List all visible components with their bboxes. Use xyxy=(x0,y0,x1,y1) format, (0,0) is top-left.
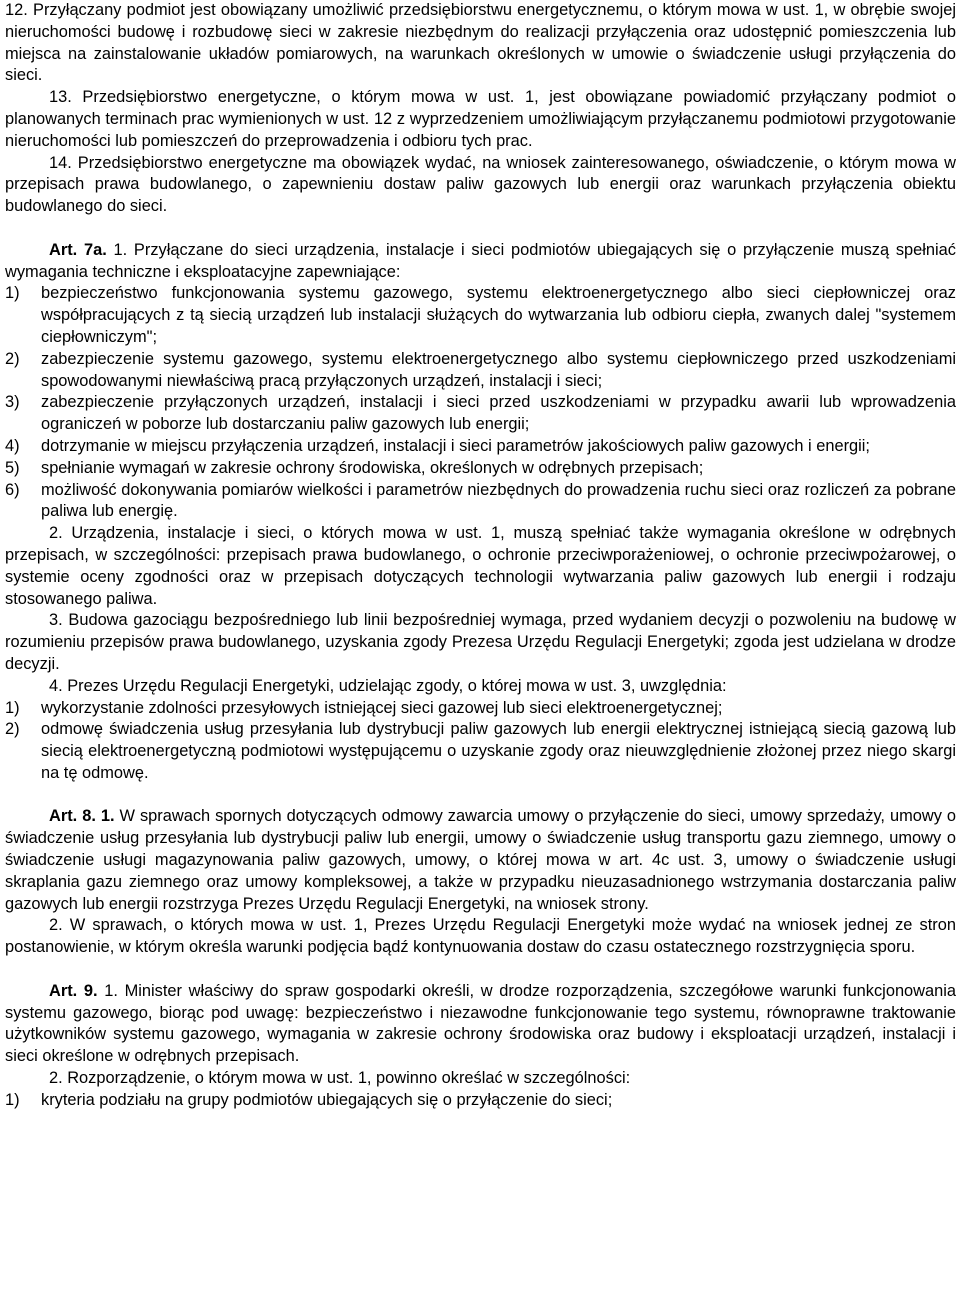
list-item-text: dotrzymanie w miejscu przyłączenia urządzeń, instalacji i sieci parametrów jakościowych paliw gazowych i energii; xyxy=(41,436,870,455)
paragraph-13: 13. Przedsiębiorstwo energetyczne, o którym mowa w ust. 1, jest obowiązane powiadomić przyłączany podmiot o planowanych terminach prac wymienionych w ust. 12 z wyprzedzeniem umożliwiającym przyłączanemu podmiotowi przygotowanie nieruchomości lub pomieszczeń do przeprowadzenia i odbioru tych prac. xyxy=(5,88,956,150)
list-item xyxy=(5,349,956,393)
list-item xyxy=(5,392,956,436)
list-item-text: spełnianie wymagań w zakresie ochrony środowiska, określonych w odrębnych przepisach; xyxy=(41,458,704,477)
list-item-text: wykorzystanie zdolności przesyłowych istniejącej sieci gazowej lub sieci elektroenergetycznej; xyxy=(41,698,723,717)
art-7a-list-2 xyxy=(5,698,956,785)
art-7a-list xyxy=(5,283,956,523)
list-item-text: kryteria podziału na grupy podmiotów ubiegających się o przyłączenie do sieci; xyxy=(41,1090,613,1109)
list-item xyxy=(5,698,956,720)
art-8-paragraph-2: 2. W sprawach, o których mowa w ust. 1, Prezes Urzędu Regulacji Energetyki może wydać na wniosek jednej ze stron postanowienie, w którym określa warunki podjęcia bądź kontynuowania dostaw do czasu ostatecznego rozstrzygnięcia sporu. xyxy=(5,916,956,957)
paragraph-14: 14. Przedsiębiorstwo energetyczne ma obowiązek wydać, na wniosek zainteresowanego, oświadczenie, o którym mowa w przepisach prawa budowlanego, o zapewnieniu dostaw paliw gazowych lub energii oraz warunkach przyłączenia obiektu budowlanego do sieci. xyxy=(5,153,956,216)
list-item-number: 6) xyxy=(5,480,20,499)
list-item-text: bezpieczeństwo funkcjonowania systemu gazowego, systemu elektroenergetycznego albo sieci ciepłowniczej oraz współpracujących z tą siecią urządzeń lub instalacji służących do wytwarzania lub odbioru ciepła, zwanych dalej "systemem ciepłowniczym"; xyxy=(41,284,956,346)
list-item-text: możliwość dokonywania pomiarów wielkości i parametrów niezbędnych do prowadzenia ruchu sieci oraz rozliczeń za pobrane paliwa lub energię. xyxy=(41,480,956,521)
art-9-paragraph-2: 2. Rozporządzenie, o którym mowa w ust. 1, powinno określać w szczególności: xyxy=(49,1069,631,1088)
list-item xyxy=(5,436,956,458)
art-7a-paragraph-4: 4. Prezes Urzędu Regulacji Energetyki, udzielając zgody, o której mowa w ust. 3, uwzględnia: xyxy=(49,676,727,695)
list-item-number: 4) xyxy=(5,436,20,455)
list-item-number: 1) xyxy=(5,284,20,303)
art-8-p1-text: W sprawach spornych dotyczących odmowy zawarcia umowy o przyłączenie do sieci, umowy sprzedaży, umowy o świadczenie usług przesyłania lub dystrybucji paliw lub energii, umowy o świadczenie usług transportu gazu ziemnego, umowy o świadczenie usługi magazynowania paliw gazowych, umowy, o której mowa w art. 4c ust. 3, umowy o świadczenie usługi skraplania gazu ziemnego oraz umowy kompleksowej, a także w przypadku nieuzasadnionego wstrzymania dostarczania paliw gazowych lub energii rozstrzyga Prezes Urzędu Regulacji Energetyki, na wniosek strony. xyxy=(5,807,956,913)
list-item-number: 2) xyxy=(5,720,20,739)
art-7a-p1-text: 1. Przyłączane do sieci urządzenia, instalacje i sieci podmiotów ubiegających się o przyłączenie muszą spełniać wymagania techniczne i eksploatacyjne zapewniające: xyxy=(5,240,956,281)
art-7a-paragraph-3: 3. Budowa gazociągu bezpośredniego lub linii bezpośredniej wymaga, przed wydaniem decyzji o pozwoleniu na budowę w rozumieniu przepisów prawa budowlanego, uzyskania zgody Prezesa Urzędu Regulacji Energetyki; zgoda jest udzielana w drodze decyzji. xyxy=(5,611,956,673)
list-item xyxy=(5,283,956,348)
list-item xyxy=(5,458,956,480)
art-7a-paragraph-2: 2. Urządzenia, instalacje i sieci, o których mowa w ust. 1, muszą spełniać także wymagania określone w odrębnych przepisach, w szczególności: przepisach prawa budowlanego, o ochronie przeciwporażeniowej, o ochronie przeciwpożarowej, o systemie oceny zgodności oraz w przepisach dotyczących technologii wytwarzania paliw gazowych lub energii i rodzaju stosowanego paliwa. xyxy=(5,524,956,608)
art-7a-heading: Art. 7a. xyxy=(49,240,107,259)
list-item-number: 5) xyxy=(5,458,20,477)
art-8-paragraph-1 xyxy=(5,806,956,915)
art-8-heading: Art. 8. xyxy=(49,807,96,826)
art-8-num: 1. xyxy=(100,807,115,826)
list-item xyxy=(5,480,956,524)
art-9-list xyxy=(5,1090,956,1112)
list-item-number: 1) xyxy=(5,698,20,717)
list-item-text: zabezpieczenie systemu gazowego, systemu elektroenergetycznego albo systemu ciepłowniczego przed uszkodzeniami spowodowanymi niewłaściwą pracą przyłączonych urządzeń, instalacji i sieci; xyxy=(41,349,956,390)
art-9-heading: Art. 9. xyxy=(49,981,98,1000)
list-item-number: 2) xyxy=(5,349,20,368)
list-item-number: 3) xyxy=(5,393,20,412)
list-item-number: 1) xyxy=(5,1090,20,1109)
art-9-p1-text: 1. Minister właściwy do spraw gospodarki określi, w drodze rozporządzenia, szczegółowe warunki funkcjonowania systemu gazowego, biorąc pod uwagę: bezpieczeństwo i niezawodne funkcjonowanie tego systemu, równoprawne traktowanie użytkowników systemu gazowego, wymagania w zakresie ochrony środowiska oraz budowy i eksploatacji urządzeń, instalacji i sieci określone w odrębnych przepisach. xyxy=(5,981,956,1066)
list-item-text: odmowę świadczenia usług przesyłania lub dystrybucji paliw gazowych lub energii elektrycznej istniejącą siecią gazową lub siecią elektroenergetyczną podmiotowi występującemu o uzyskanie zgody oraz nieuwzględnienie złożonej przez niego skargi na tę odmowę. xyxy=(41,720,956,782)
art-9-paragraph-1 xyxy=(5,981,956,1068)
list-item-text: zabezpieczenie przyłączonych urządzeń, instalacji i sieci przed uszkodzeniami w przypadku awarii lub wprowadzenia ograniczeń w poborze lub dostarczaniu paliw gazowych lub energii; xyxy=(41,393,956,434)
paragraph-12: 12. Przyłączany podmiot jest obowiązany umożliwić przedsiębiorstwu energetycznemu, o którym mowa w ust. 1, w obrębie swojej nieruchomości budowę i rozbudowę sieci w zakresie niezbędnym do realizacji przyłączenia oraz udostępnić pomieszczenia lub miejsca na zainstalowanie układów pomiarowych, na warunkach określonych w umowie o świadczenie usługi przyłączenia do sieci. xyxy=(5,1,956,85)
list-item xyxy=(5,719,956,784)
art-7a-paragraph-1 xyxy=(5,240,956,284)
document-page xyxy=(5,0,956,1112)
list-item xyxy=(5,1090,956,1112)
